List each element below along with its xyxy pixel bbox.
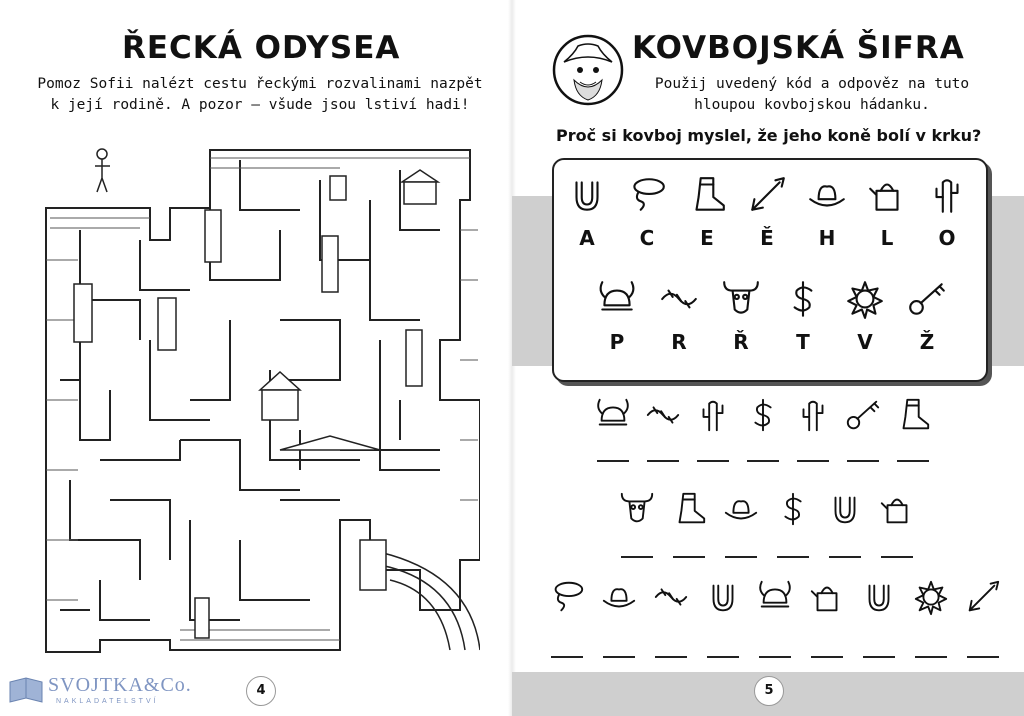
answer-word-2-symbol: [826, 490, 864, 532]
intro-text-line-2: k její rodině. A pozor – všude jsou lstiví hadi!: [50, 97, 470, 113]
answer-word-2-symbol: [774, 490, 812, 532]
barbed-wire-icon: [644, 396, 682, 434]
code-cell-R: [654, 278, 704, 354]
code-cell-A: [562, 174, 612, 250]
page-title-greek-odyssey: ŘECKÁ ODYSEA: [122, 30, 401, 66]
arrow-icon: [964, 578, 1002, 616]
code-letter: C: [639, 226, 655, 250]
kettle-icon: [866, 174, 908, 216]
answer-word-1-answer-blank[interactable]: [597, 460, 629, 462]
right-page: [512, 0, 1024, 716]
page-title-cowboy-cipher: KOVBOJSKÁ ŠIFRA: [632, 30, 965, 66]
answer-word-1-answer-blank[interactable]: [647, 460, 679, 462]
dollar-icon: [744, 396, 782, 434]
grey-band-right: [984, 196, 1024, 366]
answer-word-1-answer-blank[interactable]: [747, 460, 779, 462]
arrow-icon: [746, 174, 788, 216]
code-letter: Ž: [919, 330, 935, 354]
cowboy-hat-icon: [806, 174, 848, 216]
kettle-icon: [808, 578, 846, 616]
cactus-icon: [926, 174, 968, 216]
code-cell-Ř: [716, 278, 766, 354]
code-cell-P: [592, 278, 642, 354]
answer-word-3-symbol: [652, 578, 690, 620]
code-letter: E: [700, 226, 714, 250]
answer-word-2-answer-blank[interactable]: [621, 556, 653, 558]
intro-text-line-1-right: Použij uvedený kód a odpověz na tuto: [654, 76, 970, 92]
answer-word-3-symbol: [600, 578, 638, 620]
answer-word-3-answer-blank[interactable]: [863, 656, 895, 658]
code-cell-E: [682, 174, 732, 250]
answer-word-2-symbol: [722, 490, 760, 532]
key-icon: [844, 396, 882, 434]
bull-skull-icon: [618, 490, 656, 528]
bull-skull-icon: [720, 278, 762, 320]
page-number-right: 5: [754, 676, 784, 706]
sheriff-star-icon: [912, 578, 950, 616]
answer-word-2-answer-blank[interactable]: [881, 556, 913, 558]
code-letter: Ř: [733, 330, 749, 354]
answer-word-1-symbol: [644, 396, 682, 438]
cactus-icon: [694, 396, 732, 434]
answer-word-2-answer-blank[interactable]: [829, 556, 861, 558]
answer-word-3-answer-blank[interactable]: [759, 656, 791, 658]
grey-band-top: [512, 196, 552, 366]
answer-word-1-answer-blank[interactable]: [797, 460, 829, 462]
answer-word-3-symbol: [808, 578, 846, 620]
code-letter: T: [796, 330, 810, 354]
cowboy-portrait-icon: [552, 34, 624, 106]
answer-word-3-answer-blank[interactable]: [811, 656, 843, 658]
answer-word-1-answer-blank[interactable]: [897, 460, 929, 462]
answer-word-3-answer-blank[interactable]: [551, 656, 583, 658]
answer-word-1-symbol: [744, 396, 782, 438]
answer-word-3-symbol: [704, 578, 742, 620]
horseshoe-icon: [826, 490, 864, 528]
barbed-wire-icon: [658, 278, 700, 320]
cipher-code-box: [552, 158, 988, 382]
intro-text-line-2-right: hloupou kovbojskou hádanku.: [694, 97, 930, 113]
viking-helmet-icon: [756, 578, 794, 616]
answer-word-3-answer-blank[interactable]: [967, 656, 999, 658]
code-letter: A: [579, 226, 595, 250]
answer-word-3-symbol: [860, 578, 898, 620]
code-letter: O: [938, 226, 956, 250]
code-cell-O: [922, 174, 972, 250]
code-cell-L: [862, 174, 912, 250]
answer-word-1-answer-blank[interactable]: [697, 460, 729, 462]
lasso-icon: [548, 578, 586, 616]
answer-word-1-answer-blank[interactable]: [847, 460, 879, 462]
dollar-icon: [774, 490, 812, 528]
answer-word-2-symbol: [878, 490, 916, 532]
answer-word-2-symbol: [618, 490, 656, 532]
code-letter: Ě: [760, 226, 774, 250]
boot-icon: [686, 174, 728, 216]
answer-word-3-symbol: [548, 578, 586, 620]
viking-helmet-icon: [596, 278, 638, 320]
boot-icon: [894, 396, 932, 434]
answer-word-3-symbol: [912, 578, 950, 620]
code-cell-V: [840, 278, 890, 354]
book-logo-icon: [8, 676, 44, 704]
page-number-left: 4: [246, 676, 276, 706]
horseshoe-icon: [704, 578, 742, 616]
answer-word-1-symbol: [594, 396, 632, 438]
answer-word-1-symbol: [794, 396, 832, 438]
answer-word-2-answer-blank[interactable]: [673, 556, 705, 558]
answer-word-3-answer-blank[interactable]: [603, 656, 635, 658]
maze-illustration: [40, 140, 480, 660]
horseshoe-icon: [566, 174, 608, 216]
key-icon: [906, 278, 948, 320]
answer-word-3-answer-blank[interactable]: [707, 656, 739, 658]
code-letter: P: [609, 330, 625, 354]
publisher-name: SVOJTKA&Co.: [48, 674, 192, 696]
lasso-icon: [626, 174, 668, 216]
cowboy-hat-icon: [722, 490, 760, 528]
answer-word-3-symbol: [756, 578, 794, 620]
intro-text-line-1: Pomoz Sofii nalézt cestu řeckými rozvalinami nazpět: [37, 76, 483, 92]
riddle-question: Proč si kovboj myslel, že jeho koně bolí v krku?: [556, 126, 982, 145]
barbed-wire-icon: [652, 578, 690, 616]
answer-word-1-symbol: [894, 396, 932, 438]
code-cell-C: [622, 174, 672, 250]
code-letter: H: [818, 226, 836, 250]
dollar-icon: [782, 278, 824, 320]
boot-icon: [670, 490, 708, 528]
answer-word-2-answer-blank[interactable]: [777, 556, 809, 558]
code-letter: R: [671, 330, 687, 354]
cowboy-hat-icon: [600, 578, 638, 616]
code-letter: L: [880, 226, 894, 250]
answer-word-2-symbol: [670, 490, 708, 532]
answer-word-3-answer-blank[interactable]: [915, 656, 947, 658]
publisher-subtitle: NAKLADATELSTVÍ: [56, 698, 159, 705]
code-letter: V: [857, 330, 873, 354]
code-cell-H: [802, 174, 852, 250]
kettle-icon: [878, 490, 916, 528]
code-cell-Ž: [902, 278, 952, 354]
answer-word-1-symbol: [694, 396, 732, 438]
sheriff-star-icon: [844, 278, 886, 320]
cactus-icon: [794, 396, 832, 434]
answer-word-1-symbol: [844, 396, 882, 438]
publisher-logo: [8, 672, 208, 712]
code-cell-T: [778, 278, 828, 354]
code-cell-Ě: [742, 174, 792, 250]
answer-word-3-answer-blank[interactable]: [655, 656, 687, 658]
answer-word-2-answer-blank[interactable]: [725, 556, 757, 558]
answer-word-3-symbol: [964, 578, 1002, 620]
horseshoe-icon: [860, 578, 898, 616]
viking-helmet-icon: [594, 396, 632, 434]
